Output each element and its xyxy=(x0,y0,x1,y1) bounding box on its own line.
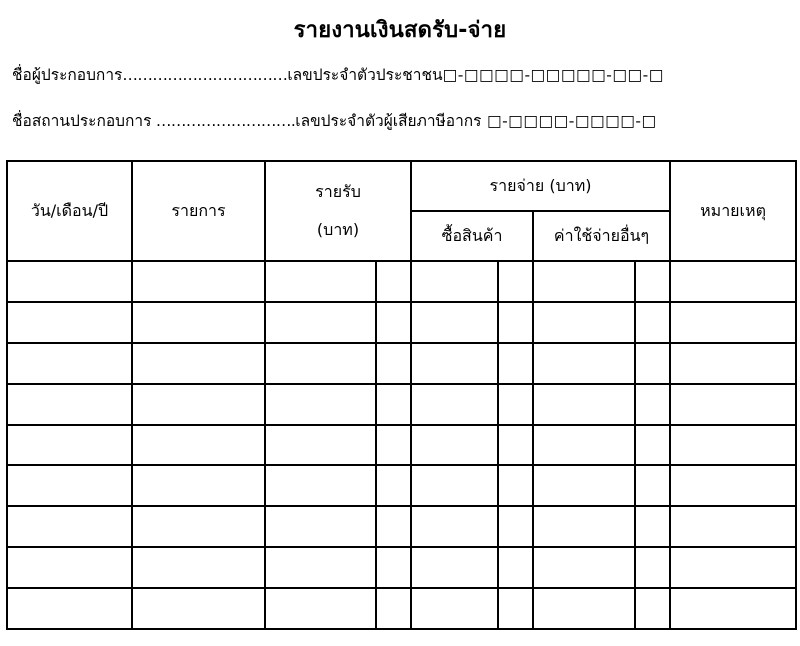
cell-item[interactable] xyxy=(132,343,265,384)
cell-remark[interactable] xyxy=(670,302,796,343)
header-expense-goods: ซื้อสินค้า xyxy=(411,211,533,261)
cell-goods-satang[interactable] xyxy=(498,384,533,425)
header-income-line2: (บาท) xyxy=(316,220,360,239)
table-row xyxy=(7,506,796,547)
cell-income-baht[interactable] xyxy=(265,302,376,343)
cell-income-baht[interactable] xyxy=(265,343,376,384)
cell-other-baht[interactable] xyxy=(533,343,635,384)
cell-income-baht[interactable] xyxy=(265,425,376,466)
cell-date[interactable] xyxy=(7,547,132,588)
cell-goods-satang[interactable] xyxy=(498,261,533,302)
cell-income-baht[interactable] xyxy=(265,261,376,302)
cell-remark[interactable] xyxy=(670,425,796,466)
table-row xyxy=(7,302,796,343)
header-remark: หมายเหตุ xyxy=(670,161,796,261)
business-info-line xyxy=(12,108,657,133)
cell-other-satang[interactable] xyxy=(635,547,670,588)
cell-date[interactable] xyxy=(7,506,132,547)
cell-date[interactable] xyxy=(7,465,132,506)
cell-income-baht[interactable] xyxy=(265,588,376,629)
cell-income-satang[interactable] xyxy=(376,343,411,384)
table-row xyxy=(7,384,796,425)
operator-name-field[interactable]: …………………………… xyxy=(122,66,288,84)
cell-remark[interactable] xyxy=(670,384,796,425)
cell-date[interactable] xyxy=(7,261,132,302)
cell-date[interactable] xyxy=(7,425,132,466)
operator-info-line xyxy=(12,62,664,87)
cell-income-satang[interactable] xyxy=(376,261,411,302)
cell-goods-baht[interactable] xyxy=(411,547,498,588)
cell-item[interactable] xyxy=(132,384,265,425)
cash-report-table xyxy=(6,160,797,630)
cell-date[interactable] xyxy=(7,384,132,425)
cell-income-satang[interactable] xyxy=(376,465,411,506)
cell-goods-baht[interactable] xyxy=(411,588,498,629)
table-row xyxy=(7,343,796,384)
cell-other-baht[interactable] xyxy=(533,588,635,629)
business-place-label: ชื่อสถานประกอบการ xyxy=(12,112,152,130)
cell-remark[interactable] xyxy=(670,465,796,506)
cell-income-baht[interactable] xyxy=(265,465,376,506)
cell-income-baht[interactable] xyxy=(265,547,376,588)
cell-goods-baht[interactable] xyxy=(411,261,498,302)
cell-income-baht[interactable] xyxy=(265,506,376,547)
tax-id-label: เลขประจำตัวผู้เสียภาษีอากร xyxy=(295,112,482,130)
cell-other-baht[interactable] xyxy=(533,425,635,466)
cell-item[interactable] xyxy=(132,425,265,466)
cell-goods-satang[interactable] xyxy=(498,465,533,506)
cell-goods-satang[interactable] xyxy=(498,343,533,384)
cell-remark[interactable] xyxy=(670,343,796,384)
cell-income-baht[interactable] xyxy=(265,384,376,425)
cell-income-satang[interactable] xyxy=(376,384,411,425)
cell-goods-baht[interactable] xyxy=(411,506,498,547)
cell-other-baht[interactable] xyxy=(533,465,635,506)
table-body xyxy=(7,261,796,629)
header-expense-other: ค่าใช้จ่ายอื่นๆ xyxy=(533,211,670,261)
cell-remark[interactable] xyxy=(670,547,796,588)
cell-item[interactable] xyxy=(132,261,265,302)
cell-remark[interactable] xyxy=(670,506,796,547)
cell-income-satang[interactable] xyxy=(376,506,411,547)
cell-other-satang[interactable] xyxy=(635,588,670,629)
header-date: วัน/เดือน/ปี xyxy=(7,161,132,261)
cell-other-satang[interactable] xyxy=(635,384,670,425)
operator-name-label: ชื่อผู้ประกอบการ xyxy=(12,66,123,84)
header-item: รายการ xyxy=(132,161,265,261)
citizen-id-label: เลขประจำตัวประชาชน xyxy=(287,66,443,84)
cell-remark[interactable] xyxy=(670,588,796,629)
header-expense: รายจ่าย (บาท) xyxy=(411,161,670,211)
cell-date[interactable] xyxy=(7,302,132,343)
table-row xyxy=(7,425,796,466)
cell-item[interactable] xyxy=(132,465,265,506)
cell-goods-satang[interactable] xyxy=(498,588,533,629)
cell-other-satang[interactable] xyxy=(635,343,670,384)
cell-item[interactable] xyxy=(132,547,265,588)
cell-other-baht[interactable] xyxy=(533,506,635,547)
business-place-field[interactable]: ………………………. xyxy=(151,112,296,130)
cell-income-satang[interactable] xyxy=(376,425,411,466)
report-title: รายงานเงินสดรับ-จ่าย xyxy=(293,18,507,43)
cell-date[interactable] xyxy=(7,343,132,384)
cell-other-satang[interactable] xyxy=(635,261,670,302)
cell-other-satang[interactable] xyxy=(635,425,670,466)
cell-remark[interactable] xyxy=(670,261,796,302)
cell-other-baht[interactable] xyxy=(533,384,635,425)
cell-goods-baht[interactable] xyxy=(411,343,498,384)
cell-other-satang[interactable] xyxy=(635,465,670,506)
cell-other-baht[interactable] xyxy=(533,261,635,302)
cell-income-satang[interactable] xyxy=(376,547,411,588)
header-income xyxy=(265,161,411,261)
cell-date[interactable] xyxy=(7,588,132,629)
table-row xyxy=(7,465,796,506)
cell-goods-baht[interactable] xyxy=(411,425,498,466)
cell-item[interactable] xyxy=(132,302,265,343)
table-row xyxy=(7,588,796,629)
cell-goods-baht[interactable] xyxy=(411,465,498,506)
cell-income-satang[interactable] xyxy=(376,302,411,343)
header-income-line1: รายรับ xyxy=(315,182,361,201)
cell-other-baht[interactable] xyxy=(533,302,635,343)
cell-goods-satang[interactable] xyxy=(498,506,533,547)
cell-other-baht[interactable] xyxy=(533,547,635,588)
cell-item[interactable] xyxy=(132,506,265,547)
cell-item[interactable] xyxy=(132,588,265,629)
cell-goods-satang[interactable] xyxy=(498,547,533,588)
cell-goods-satang[interactable] xyxy=(498,302,533,343)
cell-goods-baht[interactable] xyxy=(411,384,498,425)
cell-goods-baht[interactable] xyxy=(411,302,498,343)
table-row xyxy=(7,547,796,588)
citizen-id-field[interactable]: □-□□□□-□□□□□-□□-□ xyxy=(442,66,664,84)
cell-goods-satang[interactable] xyxy=(498,425,533,466)
table-row xyxy=(7,261,796,302)
cell-income-satang[interactable] xyxy=(376,588,411,629)
cell-other-satang[interactable] xyxy=(635,506,670,547)
tax-id-field[interactable]: □-□□□□-□□□□-□ xyxy=(481,112,657,130)
cell-other-satang[interactable] xyxy=(635,302,670,343)
